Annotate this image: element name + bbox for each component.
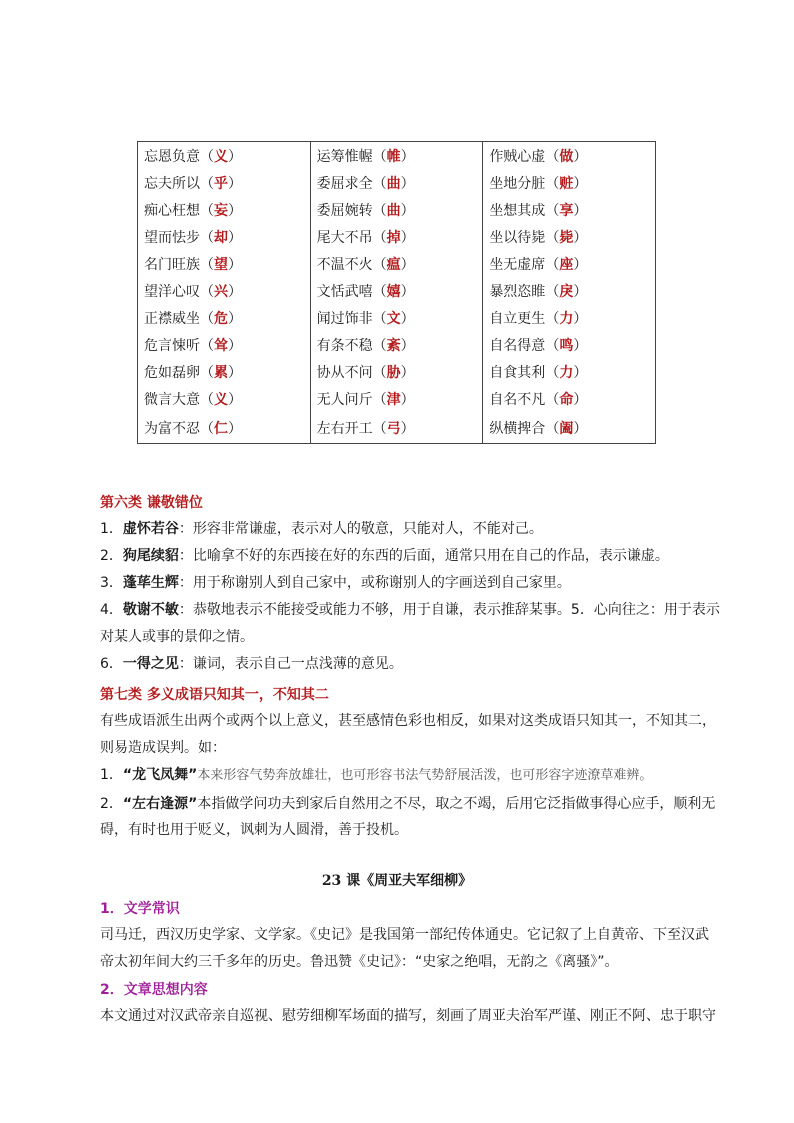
table-cell [138,386,311,413]
table-cell [483,223,656,250]
paren-close: ） [228,420,242,437]
correct-character: 耸 [214,338,228,355]
table-row [138,142,656,170]
correct-character: 义 [214,148,228,165]
idiom-wrong: 微言大意 [144,392,200,409]
correct-character: 赃 [559,175,574,192]
item-text: ：形容非常谦虚，表示对人的敬意，只能对人，不能对己。 [178,521,543,537]
idiom-wrong: 危如磊卵 [144,365,200,382]
item-number: 2． [100,548,123,564]
paren-close: ） [573,229,588,246]
table-cell [138,305,311,332]
paren-close: ） [228,148,242,165]
item-number: 2． [100,796,123,812]
correct-character: 津 [386,392,401,409]
paren-open: （ [200,229,214,246]
correct-character: 阖 [559,420,574,437]
list-item [100,517,740,541]
table-cell [310,250,483,277]
correct-character: 帷 [386,148,401,165]
table-cell [138,196,311,223]
correct-character: 乎 [214,175,228,192]
paren-close: ） [228,175,242,192]
idiom-wrong: 协从不问 [316,365,373,382]
paren-open: （ [372,392,387,409]
lesson-title: 23 课《周亚夫军细柳》 [321,873,473,889]
paragraph-line: 碍，有时也用于贬义，讽刺为人圆滑，善于投机。 [100,822,408,838]
item-text: ：恭敬地表示不能接受或能力不够，用于自谦，表示推辞某事。5．心向往之：用于表示 [178,602,720,618]
paren-open: （ [372,229,387,246]
paren-open: （ [200,311,214,328]
idiom-wrong: 闻过饰非 [316,311,373,328]
idiom-term: 狗尾续貂 [122,548,179,564]
correct-character: 望 [214,256,228,273]
table-cell [138,250,311,277]
paren-close: ） [228,202,242,219]
paren-close: ） [400,284,415,301]
item-text: 对某人或事的景仰之情。 [100,629,254,645]
paren-open: （ [545,175,560,192]
table-row [138,169,656,196]
paren-close: ） [228,284,242,301]
table-cell [483,413,656,444]
item-number: 1． [100,767,123,783]
table-cell [310,169,483,196]
correct-character: 命 [559,392,574,409]
paren-open: （ [545,202,560,219]
idiom-term: 蓬荜生辉 [122,575,179,591]
section-six-title: 第六类 谦敬错位 [100,495,203,511]
table-cell [310,359,483,386]
paren-open: （ [200,338,214,355]
table-row [138,250,656,277]
table-cell [138,413,311,444]
table-cell [138,223,311,250]
idiom-wrong: 自名不凡 [489,392,546,409]
list-item-continuation [100,625,740,649]
paren-close: ） [228,392,242,409]
paren-open: （ [372,202,387,219]
correct-character: 危 [214,311,228,328]
paragraph-line: 本文通过对汉武帝亲自巡视、慰劳细柳军场面的描写，刻画了周亚夫治军严谨、刚正不阿、忠于职守 [100,1008,716,1024]
correct-character: 瘟 [386,256,401,273]
subheading-literary-knowledge: 1．文学常识 [100,901,180,917]
correct-character: 胁 [386,365,401,382]
table-cell [310,142,483,170]
paren-close: ） [228,365,242,382]
table-cell [483,196,656,223]
table-row [138,196,656,223]
table-row [138,386,656,413]
paren-open: （ [545,148,560,165]
idiom-wrong: 自食其利 [489,365,546,382]
correct-character: 累 [214,365,228,382]
idiom-wrong: 不温不火 [316,256,373,273]
paren-close: ） [573,256,588,273]
table-row [138,277,656,304]
paren-close: ） [400,392,415,409]
correct-character: 曲 [386,175,401,192]
paren-open: （ [545,284,560,301]
example-item [100,763,740,788]
paren-open: （ [200,256,214,273]
table-cell [483,169,656,196]
table-cell [138,142,311,170]
correct-character: 仁 [214,420,228,437]
correct-character: 曲 [386,202,401,219]
correct-character: 兴 [214,284,228,301]
paren-open: （ [545,311,560,328]
correct-character: 鸣 [559,338,574,355]
paren-open: （ [372,338,387,355]
paren-close: ） [400,148,415,165]
paragraph-line: 有些成语派生出两个或两个以上意义，甚至感情色彩也相反，如果对这类成语只知其一，不知其二， [100,713,716,729]
paragraph-line: 帝太初年间大约三千多年的历史。鲁迅赞《史记》：“史家之绝唱，无韵之《离骚》”。 [100,954,619,970]
paren-open: （ [372,365,387,382]
paren-open: （ [200,420,214,437]
paren-open: （ [545,365,560,382]
paren-open: （ [545,256,560,273]
paren-close: ） [228,338,242,355]
paren-close: ） [573,420,588,437]
idiom-wrong: 忘恩负意 [144,148,200,165]
table-row [138,332,656,359]
correct-character: 义 [214,392,228,409]
correct-character: 弓 [386,420,401,437]
item-number: 4． [100,602,123,618]
item-text: ：比喻拿不好的东西接在好的东西的后面，通常只用在自己的作品，表示谦虚。 [178,548,669,564]
paren-close: ） [228,256,242,273]
table-cell [483,359,656,386]
idiom-wrong: 名门旺族 [144,256,200,273]
paren-open: （ [372,256,387,273]
idiom-wrong: 作贼心虚 [489,148,546,165]
paren-open: （ [200,365,214,382]
idiom-term: 虚怀若谷 [122,521,179,537]
paren-open: （ [372,284,387,301]
idiom-wrong: 文恬武嘻 [316,284,373,301]
idiom-wrong: 纵横捭合 [489,420,546,437]
table-cell [138,332,311,359]
paren-open: （ [545,229,560,246]
idiom-wrong: 暴烈恣睢 [489,284,546,301]
table-cell [310,277,483,304]
idiom-wrong: 委屈求全 [316,175,373,192]
idiom-term: 一得之见 [122,656,179,672]
paren-open: （ [200,148,214,165]
item-text: 本来形容气势奔放雄壮，也可形容书法气势舒展活泼，也可形容字迹潦草难辨。 [197,768,653,783]
idiom-wrong: 坐想其成 [489,202,546,219]
idiom-term: “左右逢源” [122,796,198,812]
idiom-wrong: 委屈婉转 [316,202,373,219]
table-cell [310,413,483,444]
idiom-term: “龙飞凤舞” [122,767,198,783]
idiom-wrong: 正襟威坐 [144,311,200,328]
idiom-wrong: 运筹惟幄 [316,148,373,165]
subheading-theme: 2．文章思想内容 [100,982,208,998]
paren-close: ） [400,256,415,273]
idiom-wrong: 左右开工 [316,420,373,437]
idiom-correction-table [137,141,656,444]
paren-close: ） [228,229,242,246]
table-row [138,305,656,332]
table-row [138,223,656,250]
idiom-wrong: 望洋心叹 [144,284,200,301]
paren-close: ） [573,338,588,355]
section-seven-title: 第七类 多义成语只知其一，不知其二 [100,687,329,703]
paren-open: （ [545,420,560,437]
paren-open: （ [200,175,214,192]
table-cell [483,250,656,277]
correct-character: 力 [559,365,574,382]
correct-character: 座 [559,256,574,273]
list-item [100,544,740,568]
paren-open: （ [372,175,387,192]
paren-close: ） [400,311,415,328]
list-item [100,571,740,595]
item-number: 6． [100,656,123,672]
correct-character: 紊 [386,338,401,355]
paren-open: （ [545,338,560,355]
idiom-wrong: 自立更生 [489,311,546,328]
idiom-wrong: 忘夫所以 [144,175,200,192]
table-cell [310,196,483,223]
paren-close: ） [573,392,588,409]
idiom-wrong: 望而怯步 [144,229,200,246]
paren-close: ） [573,284,588,301]
idiom-wrong: 无人问斤 [316,392,373,409]
table-cell [483,386,656,413]
correct-character: 享 [559,202,574,219]
correct-character: 妄 [214,202,228,219]
paren-open: （ [372,311,387,328]
paren-close: ） [400,229,415,246]
paren-close: ） [400,420,415,437]
table-cell [483,277,656,304]
idiom-term: 敬谢不敏 [122,602,179,618]
paren-close: ） [400,202,415,219]
table-cell [310,386,483,413]
idiom-wrong: 危言悚听 [144,338,200,355]
item-number: 1． [100,521,123,537]
correct-character: 力 [559,311,574,328]
item-number: 3． [100,575,123,591]
paren-close: ） [228,311,242,328]
idiom-wrong: 自名得意 [489,338,546,355]
paren-close: ） [573,148,588,165]
table-cell [483,142,656,170]
item-text: ：谦词，表示自己一点浅薄的意见。 [178,656,403,672]
paragraph-line: 司马迁，西汉历史学家、文学家。《史记》是我国第一部纪传体通史。它记叙了上自黄帝、下至汉武 [100,927,709,943]
paren-close: ） [573,311,588,328]
idiom-wrong: 有条不稳 [316,338,373,355]
paren-close: ） [573,175,588,192]
paren-open: （ [372,420,387,437]
table-cell [310,223,483,250]
paren-open: （ [545,392,560,409]
paren-open: （ [372,148,387,165]
table-row [138,413,656,444]
table-cell [138,359,311,386]
idiom-wrong: 坐地分脏 [489,175,546,192]
table-cell [138,169,311,196]
table-row [138,359,656,386]
table-cell [310,305,483,332]
table-cell [310,332,483,359]
idiom-wrong: 坐以待毙 [489,229,546,246]
correct-character: 掉 [386,229,401,246]
idiom-wrong: 坐无虚席 [489,256,546,273]
paren-open: （ [200,392,214,409]
correct-character: 却 [214,229,228,246]
paren-close: ） [400,365,415,382]
item-text: ：用于称谢别人到自己家中，或称谢别人的字画送到自己家里。 [178,575,571,591]
paragraph-line: 则易造成误判。如： [100,740,226,756]
correct-character: 嬉 [386,284,401,301]
paren-close: ） [573,202,588,219]
table-cell [483,305,656,332]
paren-close: ） [400,175,415,192]
idiom-wrong: 为富不忍 [144,420,200,437]
paren-open: （ [200,202,214,219]
idiom-wrong: 痴心枉想 [144,202,200,219]
item-text: 本指做学问功夫到家后自然用之不尽，取之不竭，后用它泛指做事得心应手，顺利无 [197,796,716,812]
paren-open: （ [200,284,214,301]
table-cell [483,332,656,359]
table-cell [138,277,311,304]
correct-character: 毙 [559,229,574,246]
example-item [100,792,740,816]
list-item [100,598,740,622]
correct-character: 文 [386,311,401,328]
idiom-wrong: 尾大不吊 [316,229,373,246]
paren-close: ） [400,338,415,355]
list-item [100,652,740,676]
correct-character: 戾 [559,284,574,301]
paren-close: ） [573,365,588,382]
correct-character: 做 [559,148,574,165]
